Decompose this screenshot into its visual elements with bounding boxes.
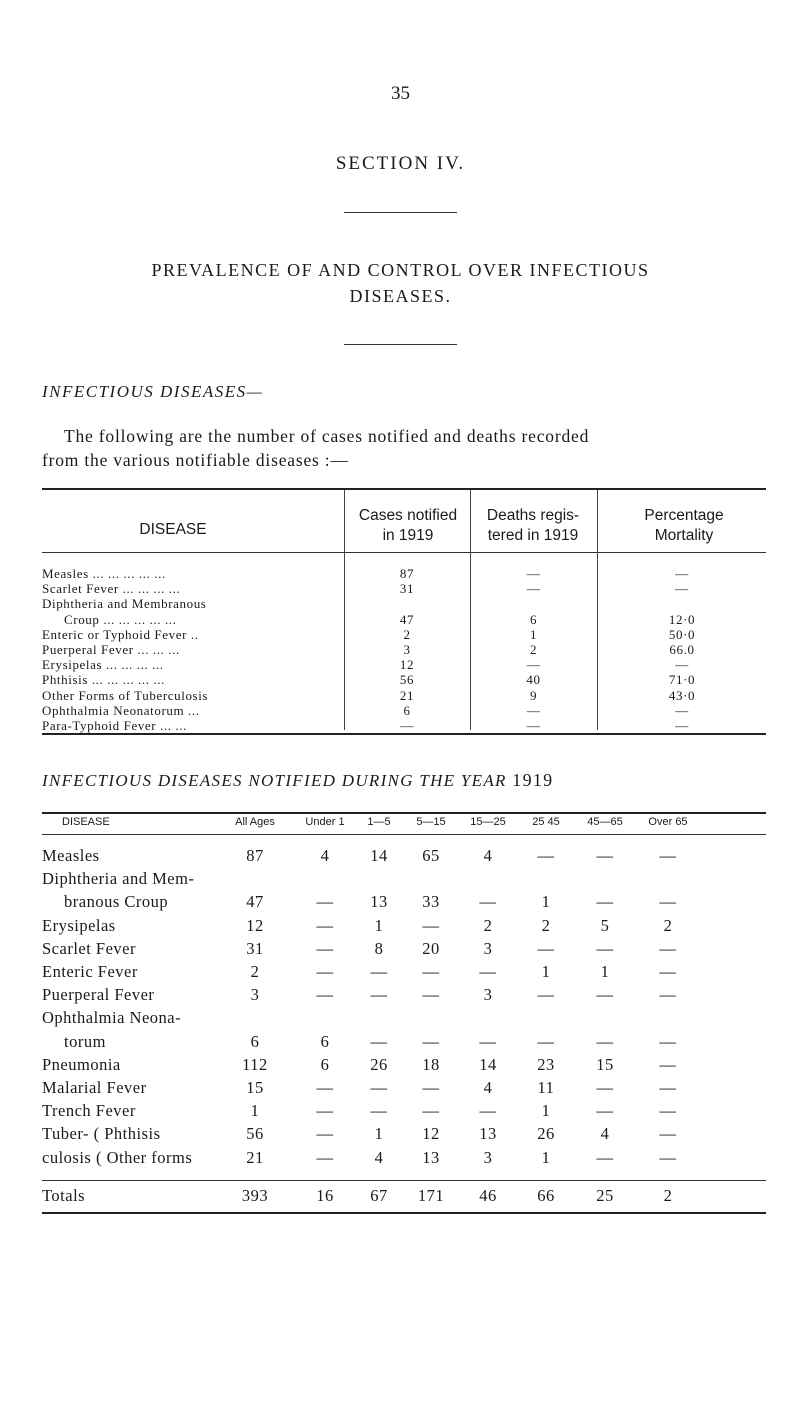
cell-value: — [659,1124,677,1144]
header-deaths: Deaths regis- tered in 1919 [486,507,580,544]
header-disease: DISEASE [139,521,207,538]
disease-name: Erysipelas ... ... ... ... [42,657,164,673]
section-title: SECTION IV. [335,153,466,174]
cell-value: 2 [483,915,493,935]
deaths-value: — [526,657,541,673]
total-value: 171 [417,1186,445,1205]
table2-bottom-rule [42,1212,766,1214]
header-cases: Cases notified in 1919 [358,507,458,544]
total-value: 16 [316,1186,334,1205]
cell-value: — [596,1031,614,1051]
page-number: 35 [391,83,410,104]
cell-value: — [659,938,677,958]
cell-value: 12 [246,915,264,935]
cell-value: — [479,1031,497,1051]
totals-rule [42,1180,766,1181]
cell-value: 3 [483,938,493,958]
row-label: Measles [42,846,100,865]
cell-value: — [370,985,388,1005]
cell-value: — [479,892,497,912]
row-label: Malarial Fever [42,1078,147,1097]
cell-value: 1 [250,1101,260,1121]
cell-value: 2 [541,915,551,935]
disease-name: Phthisis ... ... ... ... ... [42,672,165,688]
cell-value: 13 [422,1147,440,1167]
cases-value: 87 [399,566,415,581]
cell-value: 18 [422,1054,440,1074]
table-row [0,1032,801,1054]
cell-value: 56 [246,1124,264,1144]
cell-value: — [370,1101,388,1121]
cell-value: 1 [541,892,551,912]
row-label: culosis ( Other forms [42,1147,193,1167]
percentage-value: 43·0 [668,687,696,703]
disease-name: Other Forms of Tuberculosis [42,687,209,703]
cell-value: 1 [541,1147,551,1167]
cases-value: 3 [403,642,411,657]
cell-value: — [596,1101,614,1121]
cell-value: — [659,846,677,865]
subheading-infectious-diseases: INFECTIOUS DISEASES— [42,382,264,401]
column-header: 25 45 [532,816,560,828]
cell-value: — [370,1078,388,1097]
cell-value: 1 [541,1101,551,1121]
cases-value: 31 [399,581,415,597]
cell-value: 4 [320,846,330,865]
totals-row [0,1186,801,1208]
cell-value: 47 [246,892,264,912]
column-header: 15—25 [470,816,506,828]
percentage-value: 12·0 [668,611,696,627]
cell-value: 15 [246,1078,264,1097]
totals-label: Totals [42,1186,86,1205]
cell-value: 15 [596,1054,614,1074]
cell-value: 5 [600,915,610,935]
table2-header-rule [42,834,766,835]
cell-value: 2 [663,915,673,935]
deaths-value: — [526,718,541,733]
cell-value: — [422,1031,440,1051]
percentage-value: — [675,581,689,597]
cell-value: 4 [600,1124,610,1144]
row-label: Pneumonia [42,1054,121,1074]
cell-value: — [422,915,440,935]
deaths-value: 2 [529,642,538,657]
row-label: branous Croup [64,892,169,912]
table-row [0,869,801,891]
disease-name: Scarlet Fever ... ... ... ... [42,581,181,597]
cell-value: 65 [422,846,440,865]
cell-value: 14 [370,846,388,865]
cases-value: 47 [399,611,415,627]
cell-value: — [659,985,677,1005]
cell-value: — [659,1101,677,1121]
cell-value: 13 [370,892,388,912]
disease-name: Croup ... ... ... ... ... [64,611,177,627]
total-value: 25 [596,1186,614,1205]
main-heading-line1: PREVALENCE OF AND CONTROL OVER INFECTIOUS [151,260,650,280]
column-header: All Ages [235,816,275,828]
row-label: Diphtheria and Mem- [42,869,195,889]
total-value: 46 [479,1186,497,1205]
cell-value: 21 [246,1147,264,1167]
cases-value: 56 [399,672,415,688]
cell-value: — [596,846,614,865]
table-row [0,1124,801,1146]
column-header: 1—5 [367,816,391,828]
cell-value: 1 [374,1124,384,1144]
cell-value: 4 [483,1078,493,1097]
cases-value: 21 [399,687,415,703]
row-label: Enteric Fever [42,962,138,981]
main-heading-line2: DISEASES. [349,286,452,306]
cell-value: 23 [537,1054,555,1074]
percentage-value: — [675,657,689,673]
row-label: Tuber- ( Phthisis [42,1124,161,1144]
cell-value: — [479,962,497,981]
table-row [0,846,801,868]
table-row [0,1078,801,1100]
cell-value: — [422,962,440,981]
cell-value: — [659,962,677,981]
cell-value: — [596,1147,614,1167]
table-row [0,962,801,984]
cell-value: 11 [537,1078,555,1097]
row-label: Ophthalmia Neona- [42,1008,182,1028]
cell-value: 2 [250,962,260,981]
table2-top-rule [42,812,766,814]
table2-title-year: 1919 [512,770,554,790]
disease-name: Para-Typhoid Fever ... ... [42,718,188,733]
table-row [0,916,801,938]
row-label: Erysipelas [42,915,116,935]
row-label: Scarlet Fever [42,938,137,958]
column-header: 5—15 [416,816,446,828]
percentage-value: 71·0 [668,672,696,688]
cases-value: — [400,718,414,733]
cell-value: 31 [246,938,264,958]
cell-value: — [316,962,334,981]
cell-value: — [659,1054,677,1074]
cell-value: 3 [250,985,260,1005]
cell-value: 6 [320,1031,330,1051]
table-row [0,892,801,914]
cell-value: 33 [422,892,440,912]
cell-value: — [659,1147,677,1167]
deaths-value: 9 [529,687,538,703]
disease-name: Ophthalmia Neonatorum ... [42,702,200,718]
cell-value: — [370,962,388,981]
total-value: 67 [370,1186,388,1205]
cell-value: — [659,1078,677,1097]
row-label: Trench Fever [42,1101,136,1121]
cell-value: — [596,938,614,958]
row-label: torum [64,1031,106,1051]
cell-value: — [596,892,614,912]
cell-value: 26 [370,1054,388,1074]
table-row [0,1055,801,1077]
cell-value: — [422,1101,440,1121]
cell-value: — [422,1078,440,1097]
cell-value: — [537,1031,555,1051]
table-row [0,1148,801,1170]
cases-value: 2 [403,626,411,642]
cell-value: — [316,915,334,935]
cell-value: — [316,938,334,958]
cell-value: — [537,846,555,865]
cell-value: — [316,1078,334,1097]
table-row [0,1008,801,1030]
cell-value: — [479,1101,497,1121]
cell-value: 13 [479,1124,497,1144]
cell-value: 1 [541,962,551,981]
cell-value: — [659,892,677,912]
cell-value: — [596,985,614,1005]
total-value: 393 [241,1186,269,1205]
cell-value: — [422,985,440,1005]
cell-value: — [659,1031,677,1051]
header-percentage: Percentage Mortality [644,507,724,544]
total-value: 66 [537,1186,555,1205]
deaths-value: — [526,702,541,718]
table-row [0,939,801,961]
percentage-value: 50·0 [668,626,696,642]
cases-value: 12 [399,657,415,673]
column-header: 45—65 [587,816,623,828]
disease-name: Measles ... ... ... ... ... [42,566,166,581]
deaths-value: — [526,566,541,581]
cell-value: — [316,892,334,912]
cell-value: 1 [600,962,610,981]
disease-name: Diphtheria and Membranous [42,596,207,612]
deaths-value: 6 [529,611,538,627]
cell-value: 14 [479,1054,497,1074]
column-header: DISEASE [62,816,110,828]
cell-value: — [370,1031,388,1051]
cell-value: 1 [374,915,384,935]
percentage-value: — [675,718,689,733]
cell-value: 20 [422,938,440,958]
cell-value: — [596,1078,614,1097]
cell-value: 4 [374,1147,384,1167]
cell-value: 26 [537,1124,555,1144]
cell-value: — [316,985,334,1005]
cell-value: 8 [374,938,384,958]
cell-value: 12 [422,1124,440,1144]
cell-value: 87 [246,846,264,865]
total-value: 2 [663,1186,673,1205]
cell-value: — [537,938,555,958]
deaths-value: 40 [526,672,541,688]
deaths-value: 1 [529,626,538,642]
cell-value: 6 [320,1054,330,1074]
percentage-value: — [675,566,689,581]
cell-value: 3 [483,1147,493,1167]
disease-name: Puerperal Fever ... ... ... [42,642,180,657]
row-label: Puerperal Fever [42,985,155,1005]
table-row [0,1101,801,1123]
cell-value: 3 [483,985,493,1005]
table2-title-text: INFECTIOUS DISEASES NOTIFIED DURING THE YEAR [42,771,507,790]
percentage-value: — [675,702,689,718]
intro-line-1: The following are the number of cases notified and deaths recorded [64,426,590,446]
cases-value: 6 [403,702,411,718]
cell-value: — [316,1124,334,1144]
table-row [0,985,801,1007]
percentage-value: 66.0 [669,642,695,657]
intro-line-2: from the various notifiable diseases :— [42,450,349,470]
cell-value: 112 [242,1054,268,1074]
cell-value: — [316,1147,334,1167]
column-header: Under 1 [305,816,345,828]
cell-value: — [316,1101,334,1121]
cell-value: — [537,985,555,1005]
disease-name: Enteric or Typhoid Fever .. [42,626,199,642]
column-header: Over 65 [648,816,688,828]
cell-value: 6 [250,1031,260,1051]
deaths-value: — [526,581,541,597]
cell-value: 4 [483,846,493,865]
